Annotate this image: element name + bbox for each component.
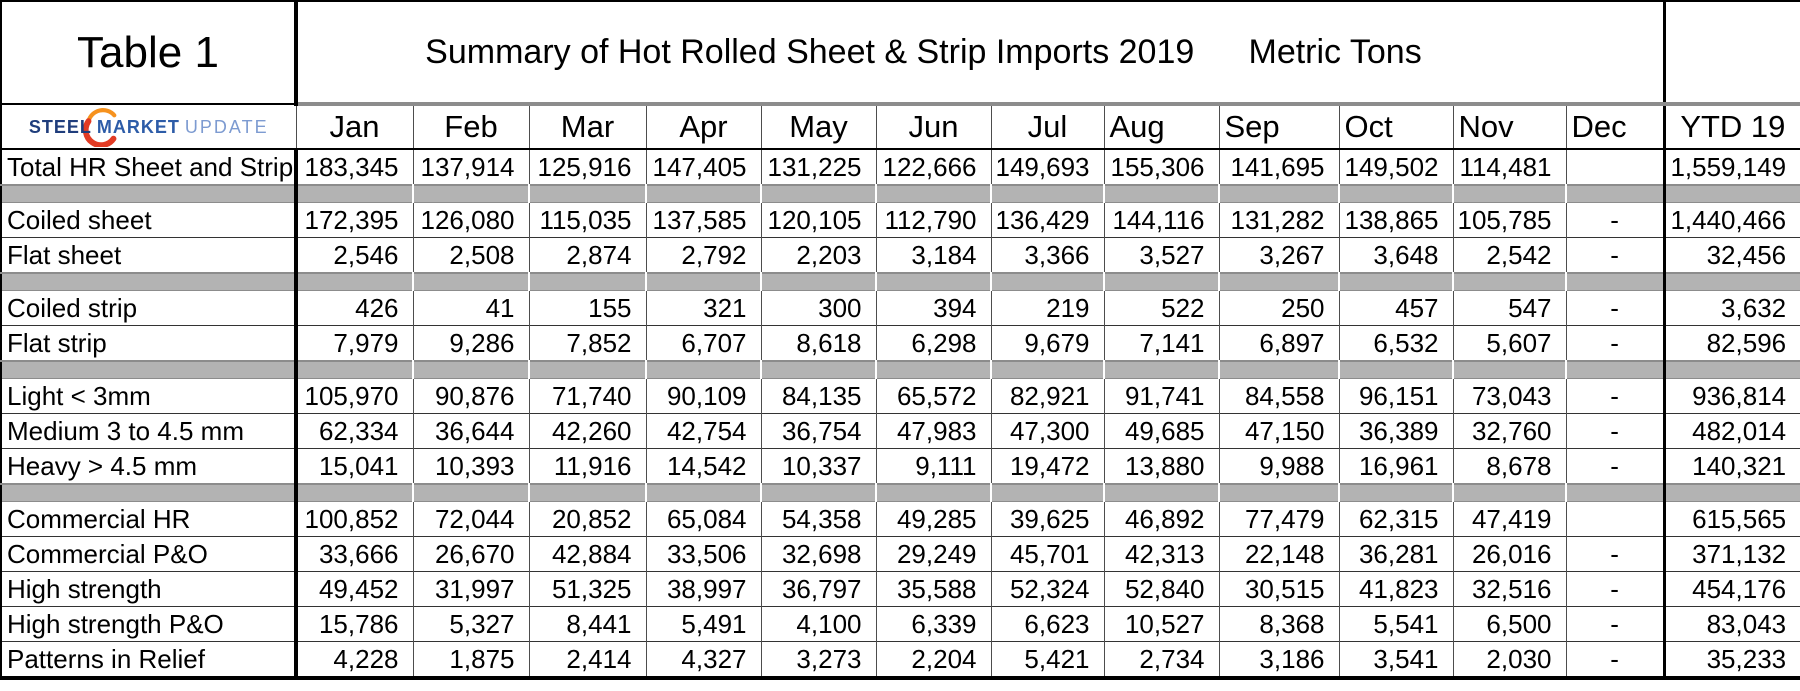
separator-cell [1219,273,1339,291]
cell-jul: 9,679 [991,326,1104,362]
row-label: Total HR Sheet and Strip [1,149,296,185]
cell-oct: 36,389 [1339,414,1453,449]
cell-may: 131,225 [761,149,876,185]
separator-cell [529,185,646,203]
cell-apr: 90,109 [646,379,761,414]
cell-oct: 457 [1339,291,1453,326]
cell-oct: 3,541 [1339,642,1453,679]
column-header-oct: Oct [1339,104,1453,149]
separator-cell [1104,273,1219,291]
table-row [1,537,1800,572]
table-row [1,572,1800,607]
cell-jun: 35,588 [876,572,991,607]
separator-cell [1566,185,1664,203]
column-header-jun: Jun [876,104,991,149]
cell-ytd: 3,632 [1664,291,1800,326]
title-cell [296,1,1664,104]
row-label: Commercial HR [1,502,296,537]
row-label: Commercial P&O [1,537,296,572]
table-row [1,414,1800,449]
cell-mar: 115,035 [529,203,646,238]
separator-cell [646,273,761,291]
separator-cell [991,273,1104,291]
cell-jun: 2,204 [876,642,991,679]
cell-sep: 131,282 [1219,203,1339,238]
separator-cell [296,185,413,203]
units-label: Metric Tons [1248,32,1422,71]
table-row [1,326,1800,362]
cell-jun: 65,572 [876,379,991,414]
cell-ytd: 1,559,149 [1664,149,1800,185]
separator-cell [761,361,876,379]
cell-dec: - [1566,537,1664,572]
separator-cell [1104,484,1219,502]
cell-sep: 77,479 [1219,502,1339,537]
cell-oct: 36,281 [1339,537,1453,572]
cell-may: 2,203 [761,238,876,274]
row-label: Coiled sheet [1,203,296,238]
cell-dec: - [1566,572,1664,607]
cell-dec: - [1566,379,1664,414]
cell-feb: 41 [413,291,529,326]
separator-cell [646,185,761,203]
cell-jul: 52,324 [991,572,1104,607]
cell-feb: 90,876 [413,379,529,414]
cell-may: 4,100 [761,607,876,642]
cell-mar: 51,325 [529,572,646,607]
cell-apr: 65,084 [646,502,761,537]
separator-cell [413,185,529,203]
cell-jun: 47,983 [876,414,991,449]
cell-ytd: 32,456 [1664,238,1800,274]
cell-sep: 3,186 [1219,642,1339,679]
column-header-dec: Dec [1566,104,1664,149]
cell-jan: 100,852 [296,502,413,537]
cell-feb: 10,393 [413,449,529,485]
separator-cell [876,361,991,379]
cell-feb: 9,286 [413,326,529,362]
cell-dec: - [1566,291,1664,326]
cell-nov: 26,016 [1453,537,1566,572]
cell-jan: 62,334 [296,414,413,449]
cell-may: 54,358 [761,502,876,537]
cell-ytd: 371,132 [1664,537,1800,572]
cell-jan: 172,395 [296,203,413,238]
cell-sep: 47,150 [1219,414,1339,449]
separator-cell [1219,484,1339,502]
cell-aug: 46,892 [1104,502,1219,537]
cell-jun: 3,184 [876,238,991,274]
row-label: Flat strip [1,326,296,362]
separator-cell [1453,484,1566,502]
separator-cell [1,273,296,291]
cell-feb: 5,327 [413,607,529,642]
cell-oct: 3,648 [1339,238,1453,274]
table-number-cell: Table 1 [1,1,296,104]
cell-feb: 126,080 [413,203,529,238]
cell-oct: 149,502 [1339,149,1453,185]
cell-dec [1566,149,1664,185]
cell-apr: 2,792 [646,238,761,274]
cell-nov: 47,419 [1453,502,1566,537]
cell-aug: 49,685 [1104,414,1219,449]
cell-apr: 42,754 [646,414,761,449]
cell-apr: 137,585 [646,203,761,238]
separator-row [1,484,1800,502]
cell-oct: 62,315 [1339,502,1453,537]
separator-cell [1453,273,1566,291]
separator-cell [761,185,876,203]
logo-text-steel: STEEL [28,116,92,137]
cell-jan: 4,228 [296,642,413,679]
cell-apr: 14,542 [646,449,761,485]
table-row [1,203,1800,238]
separator-row [1,185,1800,203]
cell-jan: 49,452 [296,572,413,607]
cell-jan: 15,786 [296,607,413,642]
cell-apr: 5,491 [646,607,761,642]
title-row [1,1,1800,104]
cell-jan: 183,345 [296,149,413,185]
cell-mar: 11,916 [529,449,646,485]
column-header-feb: Feb [413,104,529,149]
cell-feb: 31,997 [413,572,529,607]
cell-dec: - [1566,642,1664,679]
cell-ytd: 1,440,466 [1664,203,1800,238]
cell-jul: 136,429 [991,203,1104,238]
cell-mar: 20,852 [529,502,646,537]
column-header-may: May [761,104,876,149]
cell-nov: 73,043 [1453,379,1566,414]
cell-jul: 6,623 [991,607,1104,642]
table-row [1,291,1800,326]
table-row [1,642,1800,679]
cell-jul: 5,421 [991,642,1104,679]
cell-aug: 522 [1104,291,1219,326]
cell-nov: 32,516 [1453,572,1566,607]
cell-jan: 105,970 [296,379,413,414]
cell-feb: 26,670 [413,537,529,572]
separator-cell [1,484,296,502]
cell-sep: 30,515 [1219,572,1339,607]
separator-cell [413,484,529,502]
separator-cell [1339,185,1453,203]
cell-jan: 426 [296,291,413,326]
row-label: Coiled strip [1,291,296,326]
cell-jan: 7,979 [296,326,413,362]
steel-market-update-logo [29,107,269,147]
cell-may: 300 [761,291,876,326]
cell-jun: 6,298 [876,326,991,362]
cell-may: 36,797 [761,572,876,607]
cell-jun: 29,249 [876,537,991,572]
separator-cell [1104,185,1219,203]
row-label: Flat sheet [1,238,296,274]
cell-ytd: 83,043 [1664,607,1800,642]
cell-nov: 547 [1453,291,1566,326]
cell-dec: - [1566,326,1664,362]
separator-row [1,361,1800,379]
column-header-row [1,104,1800,149]
cell-ytd: 454,176 [1664,572,1800,607]
cell-feb: 137,914 [413,149,529,185]
cell-mar: 42,260 [529,414,646,449]
cell-may: 8,618 [761,326,876,362]
cell-jul: 45,701 [991,537,1104,572]
cell-dec: - [1566,607,1664,642]
separator-cell [1,361,296,379]
cell-may: 3,273 [761,642,876,679]
separator-cell [1453,185,1566,203]
table-row [1,449,1800,485]
separator-cell [1104,361,1219,379]
cell-nov: 2,542 [1453,238,1566,274]
separator-cell [1339,484,1453,502]
table-row [1,238,1800,274]
cell-nov: 105,785 [1453,203,1566,238]
cell-mar: 2,874 [529,238,646,274]
cell-nov: 6,500 [1453,607,1566,642]
cell-jul: 219 [991,291,1104,326]
cell-aug: 52,840 [1104,572,1219,607]
separator-cell [1566,361,1664,379]
cell-feb: 72,044 [413,502,529,537]
row-label: Medium 3 to 4.5 mm [1,414,296,449]
column-header-jan: Jan [296,104,413,149]
cell-aug: 7,141 [1104,326,1219,362]
cell-jun: 112,790 [876,203,991,238]
cell-jun: 49,285 [876,502,991,537]
cell-may: 84,135 [761,379,876,414]
cell-may: 10,337 [761,449,876,485]
cell-mar: 42,884 [529,537,646,572]
column-header-apr: Apr [646,104,761,149]
row-label: High strength P&O [1,607,296,642]
separator-cell [646,361,761,379]
separator-cell [876,185,991,203]
cell-ytd: 615,565 [1664,502,1800,537]
cell-sep: 8,368 [1219,607,1339,642]
cell-may: 36,754 [761,414,876,449]
separator-cell [1339,273,1453,291]
separator-cell [761,273,876,291]
table-row [1,379,1800,414]
cell-aug: 91,741 [1104,379,1219,414]
cell-nov: 32,760 [1453,414,1566,449]
cell-sep: 6,897 [1219,326,1339,362]
separator-cell [529,484,646,502]
separator-cell [876,484,991,502]
column-header-nov: Nov [1453,104,1566,149]
cell-oct: 5,541 [1339,607,1453,642]
cell-dec: - [1566,203,1664,238]
cell-jun: 394 [876,291,991,326]
logo-text-market: MARKET [96,116,180,137]
separator-cell [1566,484,1664,502]
separator-cell [1,185,296,203]
separator-cell [761,484,876,502]
cell-may: 120,105 [761,203,876,238]
logo-cell [1,104,296,149]
cell-nov: 5,607 [1453,326,1566,362]
cell-dec: - [1566,238,1664,274]
cell-sep: 9,988 [1219,449,1339,485]
column-header-jul: Jul [991,104,1104,149]
cell-feb: 2,508 [413,238,529,274]
cell-oct: 96,151 [1339,379,1453,414]
separator-cell [1339,361,1453,379]
table-body [1,149,1800,678]
separator-cell [1664,273,1800,291]
separator-row [1,273,1800,291]
cell-mar: 155 [529,291,646,326]
row-label: Patterns in Relief [1,642,296,679]
cell-mar: 125,916 [529,149,646,185]
separator-cell [1219,361,1339,379]
cell-jun: 122,666 [876,149,991,185]
cell-apr: 4,327 [646,642,761,679]
table-row [1,149,1800,185]
cell-aug: 144,116 [1104,203,1219,238]
separator-cell [529,361,646,379]
separator-cell [876,273,991,291]
cell-mar: 71,740 [529,379,646,414]
cell-oct: 138,865 [1339,203,1453,238]
separator-cell [1664,361,1800,379]
separator-cell [296,361,413,379]
cell-ytd: 35,233 [1664,642,1800,679]
cell-apr: 321 [646,291,761,326]
cell-oct: 16,961 [1339,449,1453,485]
separator-cell [296,273,413,291]
cell-jul: 149,693 [991,149,1104,185]
column-header-mar: Mar [529,104,646,149]
cell-sep: 84,558 [1219,379,1339,414]
cell-ytd: 140,321 [1664,449,1800,485]
cell-oct: 6,532 [1339,326,1453,362]
cell-nov: 114,481 [1453,149,1566,185]
cell-ytd: 82,596 [1664,326,1800,362]
cell-aug: 13,880 [1104,449,1219,485]
cell-jan: 15,041 [296,449,413,485]
cell-jul: 3,366 [991,238,1104,274]
cell-ytd: 482,014 [1664,414,1800,449]
separator-cell [1664,484,1800,502]
cell-feb: 36,644 [413,414,529,449]
separator-cell [646,484,761,502]
separator-cell [991,361,1104,379]
cell-may: 32,698 [761,537,876,572]
separator-cell [1566,273,1664,291]
cell-ytd: 936,814 [1664,379,1800,414]
separator-cell [991,185,1104,203]
cell-oct: 41,823 [1339,572,1453,607]
cell-nov: 8,678 [1453,449,1566,485]
cell-aug: 10,527 [1104,607,1219,642]
cell-apr: 147,405 [646,149,761,185]
table-row [1,607,1800,642]
cell-jul: 82,921 [991,379,1104,414]
corner-cell [1664,1,1800,104]
logo-text-update: UPDATE [184,116,269,137]
separator-cell [1664,185,1800,203]
row-label: High strength [1,572,296,607]
cell-apr: 38,997 [646,572,761,607]
separator-cell [1453,361,1566,379]
cell-sep: 250 [1219,291,1339,326]
cell-apr: 6,707 [646,326,761,362]
cell-jul: 39,625 [991,502,1104,537]
column-header-sep: Sep [1219,104,1339,149]
cell-aug: 3,527 [1104,238,1219,274]
cell-mar: 2,414 [529,642,646,679]
separator-cell [413,361,529,379]
column-header-ytd: YTD 19 [1664,104,1800,149]
cell-sep: 3,267 [1219,238,1339,274]
row-label: Heavy > 4.5 mm [1,449,296,485]
table-row [1,502,1800,537]
cell-dec: - [1566,449,1664,485]
separator-cell [529,273,646,291]
cell-apr: 33,506 [646,537,761,572]
cell-dec [1566,502,1664,537]
separator-cell [413,273,529,291]
table-title: Summary of Hot Rolled Sheet & Strip Imports 2019 [425,32,1195,71]
cell-aug: 42,313 [1104,537,1219,572]
column-header-aug: Aug [1104,104,1219,149]
cell-aug: 155,306 [1104,149,1219,185]
cell-jul: 19,472 [991,449,1104,485]
cell-mar: 7,852 [529,326,646,362]
cell-mar: 8,441 [529,607,646,642]
cell-jun: 9,111 [876,449,991,485]
logo-wrap [2,105,296,148]
cell-aug: 2,734 [1104,642,1219,679]
cell-sep: 22,148 [1219,537,1339,572]
separator-cell [296,484,413,502]
cell-jan: 2,546 [296,238,413,274]
cell-dec: - [1566,414,1664,449]
row-label: Light < 3mm [1,379,296,414]
separator-cell [991,484,1104,502]
cell-jan: 33,666 [296,537,413,572]
cell-nov: 2,030 [1453,642,1566,679]
cell-jul: 47,300 [991,414,1104,449]
cell-feb: 1,875 [413,642,529,679]
cell-sep: 141,695 [1219,149,1339,185]
separator-cell [1219,185,1339,203]
cell-jun: 6,339 [876,607,991,642]
